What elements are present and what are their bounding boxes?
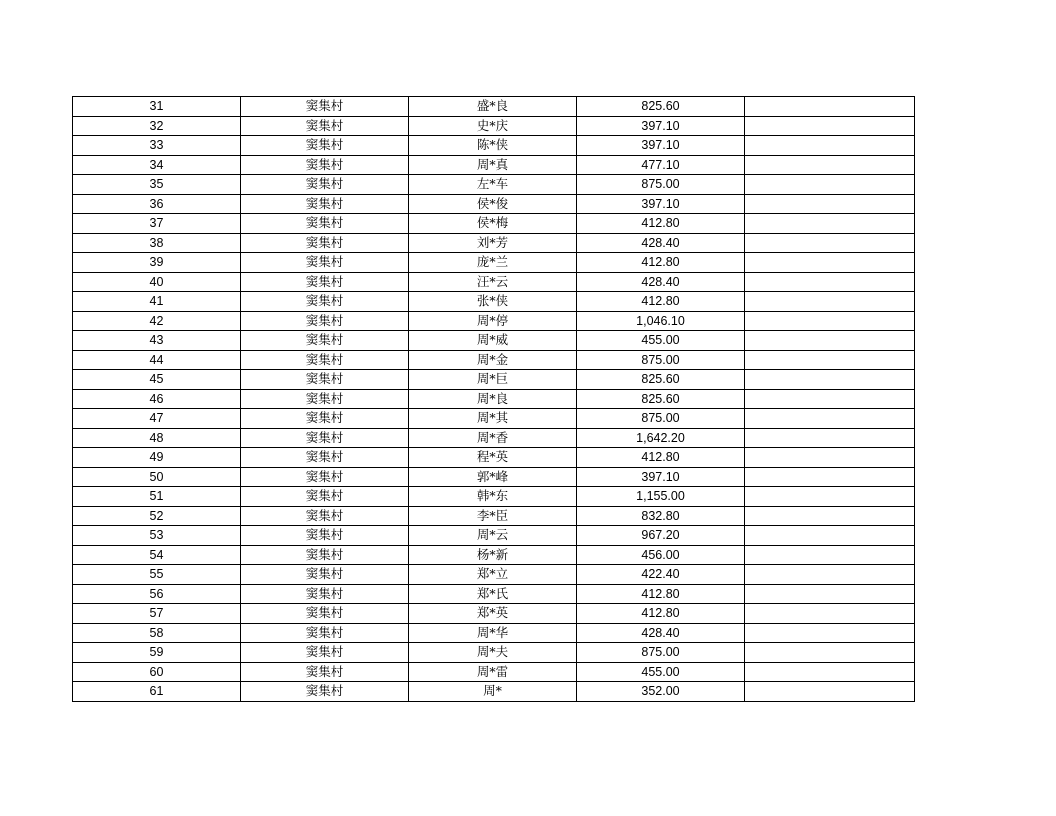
note-cell [745, 682, 915, 702]
amount-cell: 397.10 [577, 116, 745, 136]
note-cell [745, 584, 915, 604]
name-cell: 周*良 [409, 389, 577, 409]
village-cell: 窦集村 [241, 604, 409, 624]
name-cell: 张*侠 [409, 292, 577, 312]
table-row [73, 428, 915, 448]
name-cell: 左*车 [409, 175, 577, 195]
name-cell: 汪*云 [409, 272, 577, 292]
row-number-cell: 32 [73, 116, 241, 136]
row-number-cell: 60 [73, 662, 241, 682]
table-row [73, 233, 915, 253]
name-cell: 周*云 [409, 526, 577, 546]
row-number-cell: 35 [73, 175, 241, 195]
village-cell: 窦集村 [241, 565, 409, 585]
name-cell: 周* [409, 682, 577, 702]
amount-cell: 412.80 [577, 292, 745, 312]
row-number-cell: 51 [73, 487, 241, 507]
name-cell: 周*雷 [409, 662, 577, 682]
name-cell: 陈*侠 [409, 136, 577, 156]
name-cell: 周*其 [409, 409, 577, 429]
name-cell: 周*夫 [409, 643, 577, 663]
note-cell [745, 175, 915, 195]
data-table [72, 96, 915, 702]
amount-cell: 875.00 [577, 175, 745, 195]
note-cell [745, 487, 915, 507]
note-cell [745, 662, 915, 682]
amount-cell: 352.00 [577, 682, 745, 702]
village-cell: 窦集村 [241, 175, 409, 195]
name-cell: 杨*新 [409, 545, 577, 565]
village-cell: 窦集村 [241, 526, 409, 546]
note-cell [745, 311, 915, 331]
amount-cell: 412.80 [577, 214, 745, 234]
note-cell [745, 448, 915, 468]
village-cell: 窦集村 [241, 487, 409, 507]
note-cell [745, 331, 915, 351]
note-cell [745, 292, 915, 312]
name-cell: 郑*立 [409, 565, 577, 585]
name-cell: 周*威 [409, 331, 577, 351]
table-row [73, 253, 915, 273]
amount-cell: 875.00 [577, 350, 745, 370]
village-cell: 窦集村 [241, 545, 409, 565]
table-row [73, 409, 915, 429]
row-number-cell: 37 [73, 214, 241, 234]
name-cell: 韩*东 [409, 487, 577, 507]
table-row [73, 389, 915, 409]
row-number-cell: 31 [73, 97, 241, 117]
table-row [73, 584, 915, 604]
row-number-cell: 33 [73, 136, 241, 156]
village-cell: 窦集村 [241, 643, 409, 663]
amount-cell: 412.80 [577, 604, 745, 624]
table-row [73, 565, 915, 585]
name-cell: 郑*英 [409, 604, 577, 624]
amount-cell: 832.80 [577, 506, 745, 526]
village-cell: 窦集村 [241, 506, 409, 526]
village-cell: 窦集村 [241, 331, 409, 351]
amount-cell: 412.80 [577, 448, 745, 468]
amount-cell: 412.80 [577, 253, 745, 273]
table-row [73, 272, 915, 292]
row-number-cell: 40 [73, 272, 241, 292]
table-row [73, 467, 915, 487]
name-cell: 周*停 [409, 311, 577, 331]
row-number-cell: 56 [73, 584, 241, 604]
table-row [73, 116, 915, 136]
village-cell: 窦集村 [241, 662, 409, 682]
amount-cell: 967.20 [577, 526, 745, 546]
note-cell [745, 623, 915, 643]
row-number-cell: 36 [73, 194, 241, 214]
amount-cell: 397.10 [577, 136, 745, 156]
row-number-cell: 58 [73, 623, 241, 643]
note-cell [745, 194, 915, 214]
row-number-cell: 34 [73, 155, 241, 175]
table-row [73, 311, 915, 331]
note-cell [745, 565, 915, 585]
row-number-cell: 59 [73, 643, 241, 663]
name-cell: 周*真 [409, 155, 577, 175]
village-cell: 窦集村 [241, 448, 409, 468]
village-cell: 窦集村 [241, 428, 409, 448]
village-cell: 窦集村 [241, 253, 409, 273]
village-cell: 窦集村 [241, 233, 409, 253]
note-cell [745, 214, 915, 234]
village-cell: 窦集村 [241, 389, 409, 409]
row-number-cell: 48 [73, 428, 241, 448]
village-cell: 窦集村 [241, 682, 409, 702]
village-cell: 窦集村 [241, 350, 409, 370]
village-cell: 窦集村 [241, 214, 409, 234]
note-cell [745, 136, 915, 156]
row-number-cell: 49 [73, 448, 241, 468]
note-cell [745, 97, 915, 117]
table-row [73, 448, 915, 468]
note-cell [745, 409, 915, 429]
table-row [73, 194, 915, 214]
amount-cell: 428.40 [577, 233, 745, 253]
table-row [73, 643, 915, 663]
note-cell [745, 116, 915, 136]
village-cell: 窦集村 [241, 311, 409, 331]
note-cell [745, 643, 915, 663]
note-cell [745, 506, 915, 526]
table-row [73, 526, 915, 546]
table-row [73, 682, 915, 702]
village-cell: 窦集村 [241, 370, 409, 390]
row-number-cell: 39 [73, 253, 241, 273]
row-number-cell: 45 [73, 370, 241, 390]
amount-cell: 422.40 [577, 565, 745, 585]
name-cell: 盛*良 [409, 97, 577, 117]
village-cell: 窦集村 [241, 97, 409, 117]
table-row [73, 545, 915, 565]
table-row [73, 623, 915, 643]
table-row [73, 97, 915, 117]
note-cell [745, 370, 915, 390]
amount-cell: 428.40 [577, 272, 745, 292]
row-number-cell: 46 [73, 389, 241, 409]
note-cell [745, 526, 915, 546]
village-cell: 窦集村 [241, 292, 409, 312]
table-row [73, 506, 915, 526]
amount-cell: 875.00 [577, 409, 745, 429]
village-cell: 窦集村 [241, 116, 409, 136]
note-cell [745, 389, 915, 409]
note-cell [745, 604, 915, 624]
name-cell: 周*巨 [409, 370, 577, 390]
table-row [73, 331, 915, 351]
amount-cell: 428.40 [577, 623, 745, 643]
name-cell: 刘*芳 [409, 233, 577, 253]
note-cell [745, 350, 915, 370]
village-cell: 窦集村 [241, 272, 409, 292]
table-row [73, 175, 915, 195]
name-cell: 侯*梅 [409, 214, 577, 234]
village-cell: 窦集村 [241, 136, 409, 156]
name-cell: 史*庆 [409, 116, 577, 136]
note-cell [745, 428, 915, 448]
amount-cell: 825.60 [577, 370, 745, 390]
table-row [73, 350, 915, 370]
row-number-cell: 53 [73, 526, 241, 546]
amount-cell: 456.00 [577, 545, 745, 565]
amount-cell: 1,642.20 [577, 428, 745, 448]
table-row [73, 155, 915, 175]
village-cell: 窦集村 [241, 409, 409, 429]
note-cell [745, 272, 915, 292]
name-cell: 侯*俊 [409, 194, 577, 214]
name-cell: 程*英 [409, 448, 577, 468]
row-number-cell: 42 [73, 311, 241, 331]
name-cell: 周*华 [409, 623, 577, 643]
note-cell [745, 253, 915, 273]
amount-cell: 455.00 [577, 662, 745, 682]
note-cell [745, 233, 915, 253]
note-cell [745, 155, 915, 175]
row-number-cell: 61 [73, 682, 241, 702]
village-cell: 窦集村 [241, 194, 409, 214]
table-row [73, 214, 915, 234]
note-cell [745, 545, 915, 565]
name-cell: 郑*氏 [409, 584, 577, 604]
row-number-cell: 54 [73, 545, 241, 565]
row-number-cell: 47 [73, 409, 241, 429]
name-cell: 周*香 [409, 428, 577, 448]
name-cell: 周*金 [409, 350, 577, 370]
amount-cell: 455.00 [577, 331, 745, 351]
table-body [73, 97, 915, 702]
amount-cell: 825.60 [577, 389, 745, 409]
village-cell: 窦集村 [241, 467, 409, 487]
row-number-cell: 57 [73, 604, 241, 624]
table-row [73, 136, 915, 156]
note-cell [745, 467, 915, 487]
table-row [73, 370, 915, 390]
table-row [73, 292, 915, 312]
amount-cell: 1,046.10 [577, 311, 745, 331]
amount-cell: 477.10 [577, 155, 745, 175]
village-cell: 窦集村 [241, 623, 409, 643]
name-cell: 李*臣 [409, 506, 577, 526]
village-cell: 窦集村 [241, 584, 409, 604]
row-number-cell: 41 [73, 292, 241, 312]
amount-cell: 875.00 [577, 643, 745, 663]
row-number-cell: 50 [73, 467, 241, 487]
village-cell: 窦集村 [241, 155, 409, 175]
row-number-cell: 44 [73, 350, 241, 370]
amount-cell: 825.60 [577, 97, 745, 117]
table-row [73, 604, 915, 624]
amount-cell: 397.10 [577, 194, 745, 214]
table-row [73, 487, 915, 507]
name-cell: 郭*峰 [409, 467, 577, 487]
table-row [73, 662, 915, 682]
amount-cell: 397.10 [577, 467, 745, 487]
row-number-cell: 43 [73, 331, 241, 351]
amount-cell: 412.80 [577, 584, 745, 604]
row-number-cell: 38 [73, 233, 241, 253]
row-number-cell: 55 [73, 565, 241, 585]
row-number-cell: 52 [73, 506, 241, 526]
amount-cell: 1,155.00 [577, 487, 745, 507]
name-cell: 庞*兰 [409, 253, 577, 273]
